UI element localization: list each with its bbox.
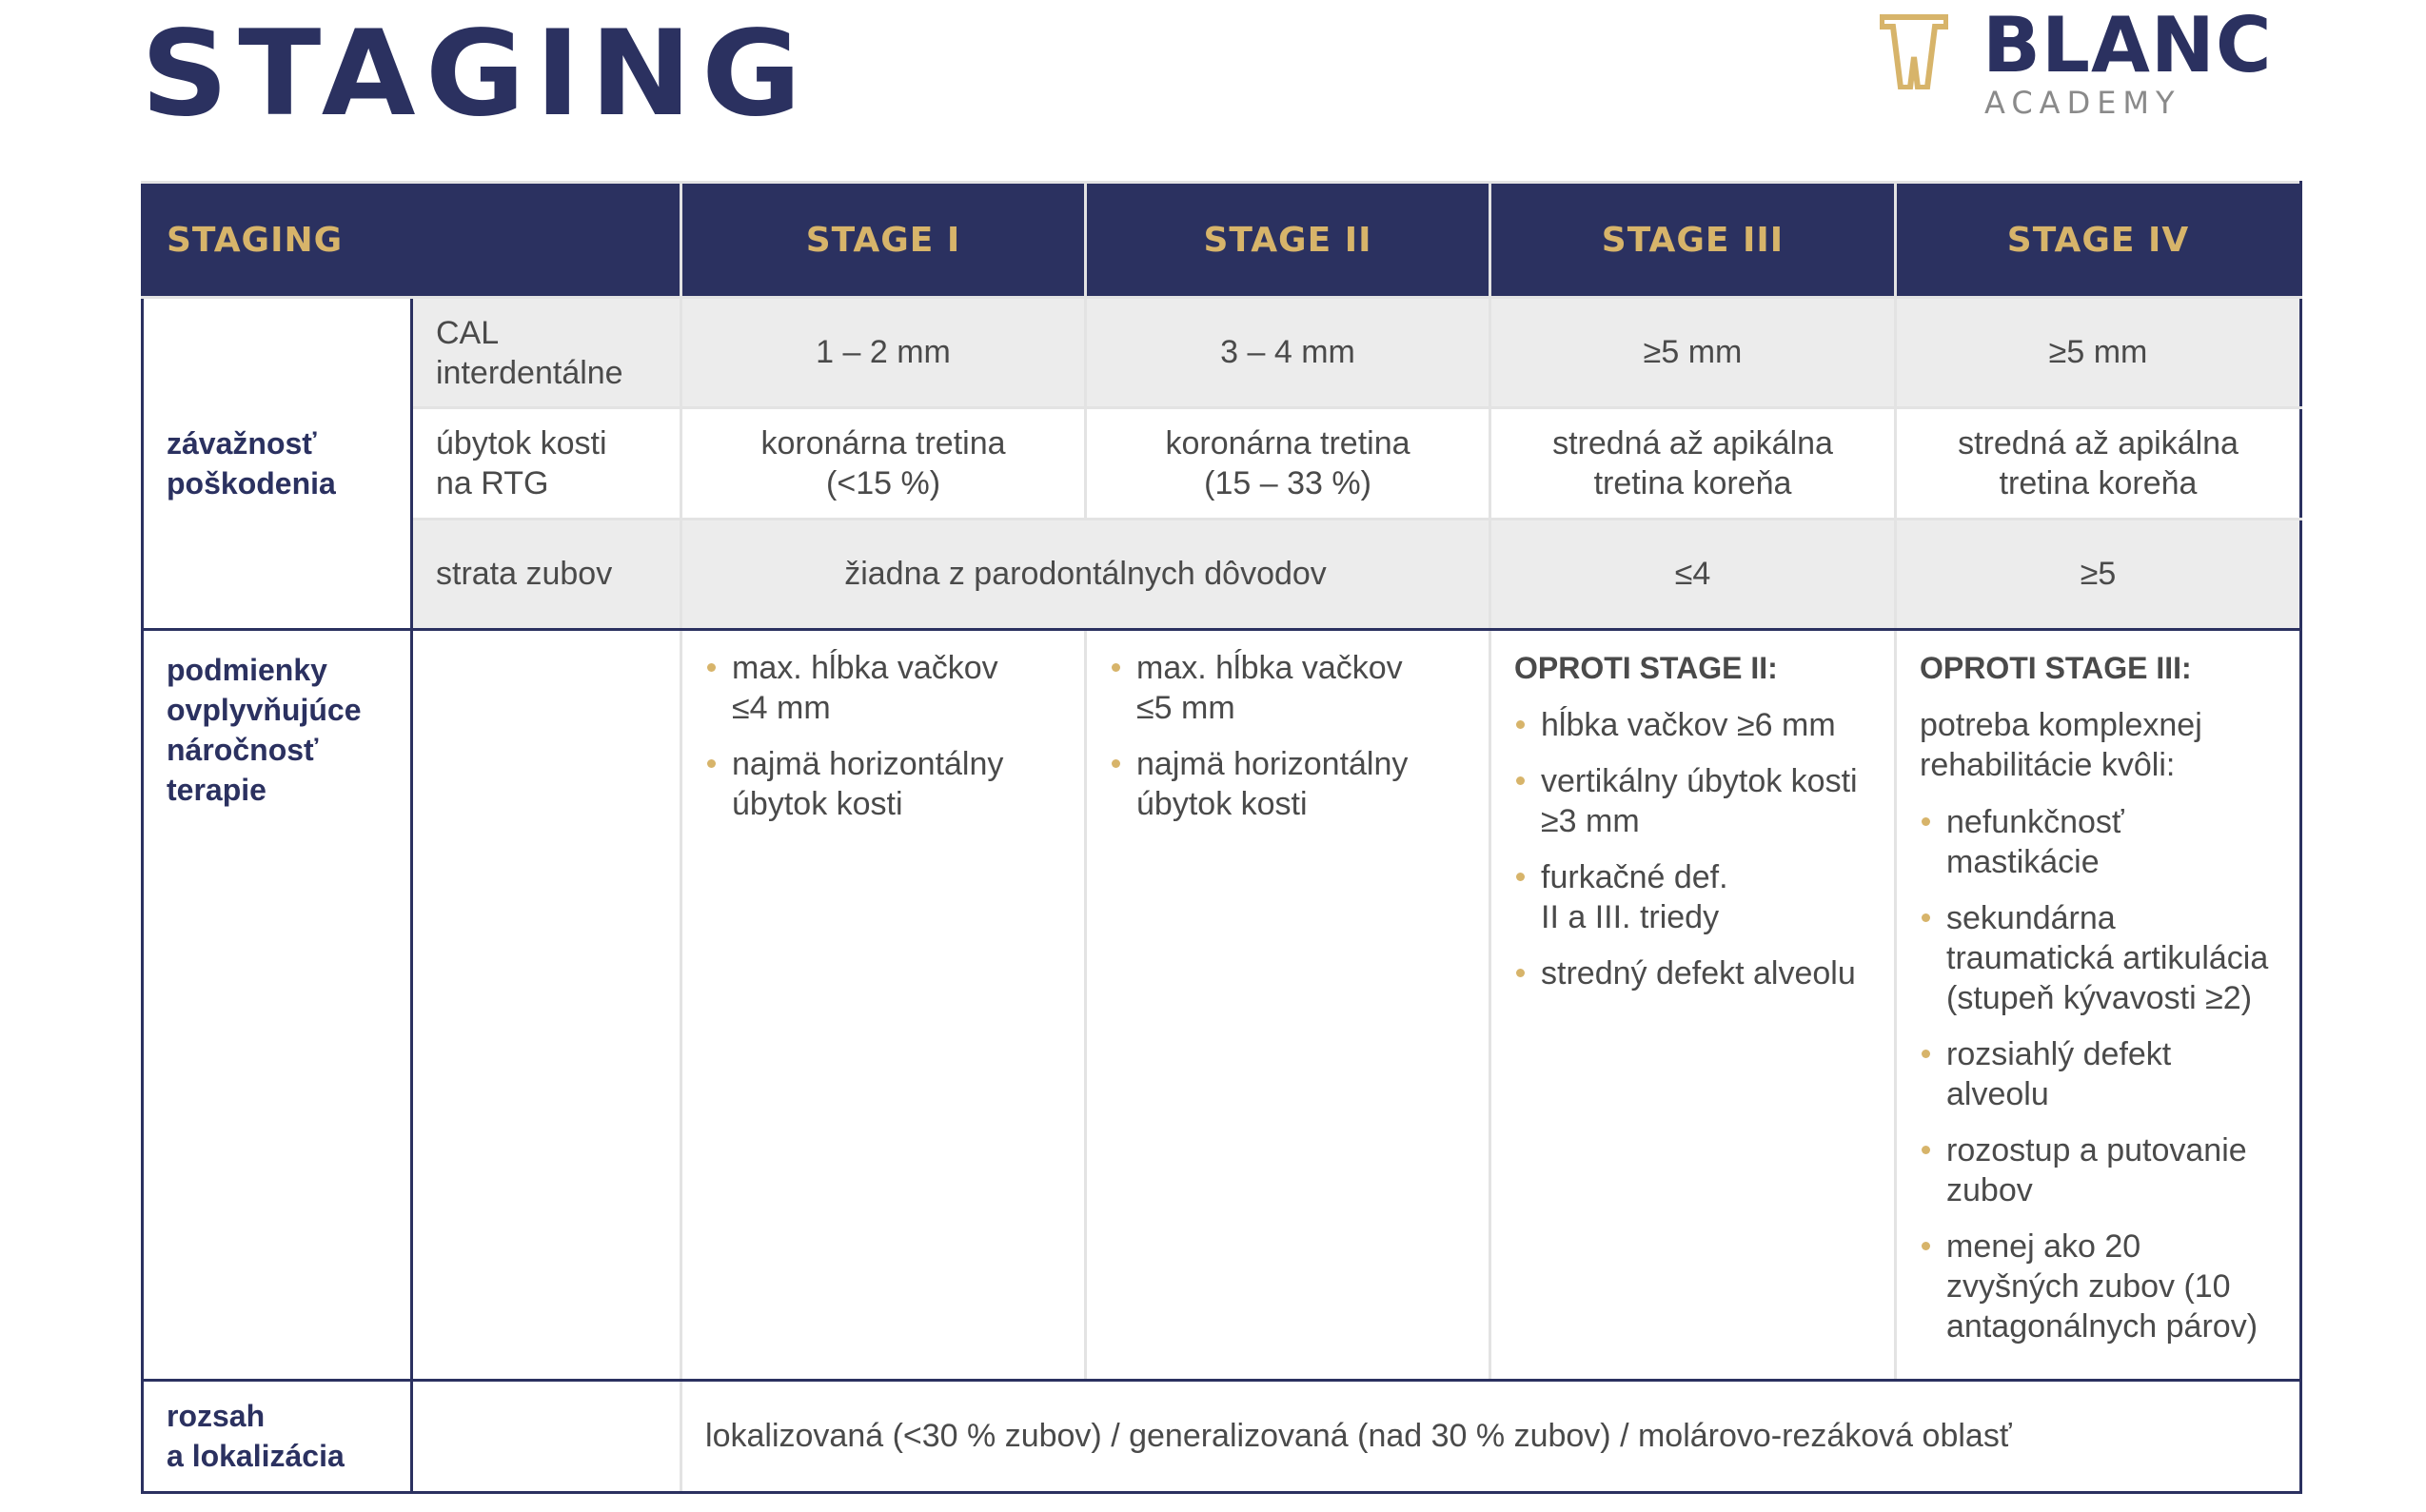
label-bone-loss — [412, 408, 681, 519]
cell-line: koronárna tretina — [1165, 424, 1410, 461]
cell-cal-stage-1: 1 – 2 mm — [681, 298, 1086, 408]
header-stage-2: STAGE II — [1086, 183, 1490, 298]
list-item: hĺbka vačkov ≥6 mm — [1514, 705, 1875, 745]
category-severity-line: závažnosť — [167, 425, 317, 461]
category-complexity — [143, 629, 412, 1380]
header-row — [143, 183, 2301, 298]
header-staging: STAGING — [143, 183, 681, 298]
header-stage-4: STAGE IV — [1896, 183, 2301, 298]
cell-tooth-loss-stage-4: ≥5 — [1896, 519, 2301, 629]
cell-extent-empty — [412, 1380, 681, 1492]
label-tooth-loss: strata zubov — [412, 519, 681, 629]
cell-cal-stage-4: ≥5 mm — [1896, 298, 2301, 408]
cell-tooth-loss-stage-1-2: žiadna z parodontálnych dôvodov — [681, 519, 1490, 629]
label-cal — [412, 298, 681, 408]
cell-line: tretina koreňa — [1593, 464, 1792, 501]
cell-bone-stage-4 — [1896, 408, 2301, 519]
cell-line: (15 – 33 %) — [1204, 464, 1371, 501]
header-stage-3: STAGE III — [1490, 183, 1896, 298]
category-severity — [143, 298, 412, 630]
bullet-list — [1920, 802, 2280, 1346]
cell-bone-stage-3 — [1490, 408, 1896, 519]
cell-complexity-empty — [412, 629, 681, 1380]
label-line: na RTG — [436, 464, 549, 501]
list-item: max. hĺbka vačkov ≤4 mm — [705, 648, 1065, 728]
cell-cal-stage-3: ≥5 mm — [1490, 298, 1896, 408]
cell-line: koronárna tretina — [760, 424, 1006, 461]
cell-line: stredná až apikálna — [1552, 424, 1833, 461]
list-item: max. hĺbka vačkov ≤5 mm — [1110, 648, 1469, 728]
row-tooth-loss — [143, 519, 2301, 629]
cell-bone-stage-1 — [681, 408, 1086, 519]
bullet-list — [1110, 648, 1469, 824]
cell-line: stredná až apikálna — [1958, 424, 2239, 461]
cell-complexity-stage-4 — [1896, 629, 2301, 1380]
list-item: furkačné def. II a III. triedy — [1514, 857, 1875, 937]
cell-extent-value: lokalizovaná (<30 % zubov) / generalizovaná (nad 30 % zubov) / molárovo-rezáková oblasť — [681, 1380, 2301, 1492]
logo-mark-icon — [1880, 13, 1948, 89]
list-item: rozsiahlý defekt alveolu — [1920, 1034, 2280, 1114]
label-line: úbytok kosti — [436, 424, 607, 461]
list-item: stredný defekt alveolu — [1514, 953, 1875, 993]
list-item: rozostup a putovanie zubov — [1920, 1130, 2280, 1210]
staging-table — [141, 181, 2302, 1494]
cell-line: tretina koreňa — [1999, 464, 2198, 501]
header-stage-1: STAGE I — [681, 183, 1086, 298]
category-complexity-line: podmienky — [167, 652, 327, 687]
category-complexity-line: náročnosť — [167, 732, 319, 767]
bullet-list — [1514, 705, 1875, 993]
cell-complexity-stage-1 — [681, 629, 1086, 1380]
cell-cal-stage-2: 3 – 4 mm — [1086, 298, 1490, 408]
list-item: nefunkčnosť mastikácie — [1920, 802, 2280, 882]
cell-line: (<15 %) — [826, 464, 941, 501]
category-extent-line: a lokalizácia — [167, 1439, 345, 1474]
cell-heading: OPROTI STAGE II: — [1514, 650, 1778, 685]
logo-name: BLANC — [1982, 1, 2273, 89]
category-extent-line: rozsah — [167, 1399, 266, 1434]
logo-subtitle: ACADEMY — [1984, 85, 2181, 121]
row-complexity — [143, 629, 2301, 1380]
category-extent — [143, 1380, 412, 1492]
list-item: sekundárna traumatická artikulácia (stupeň kývavosti ≥2) — [1920, 898, 2280, 1018]
cell-tooth-loss-stage-3: ≤4 — [1490, 519, 1896, 629]
label-line: CAL — [436, 314, 500, 351]
category-complexity-line: terapie — [167, 772, 266, 807]
row-cal — [143, 298, 2301, 408]
cell-complexity-stage-2 — [1086, 629, 1490, 1380]
cell-complexity-stage-3 — [1490, 629, 1896, 1380]
category-complexity-line: ovplyvňujúce — [167, 692, 362, 727]
row-extent — [143, 1380, 2301, 1492]
cell-heading: OPROTI STAGE III: — [1920, 650, 2192, 685]
bullet-list — [705, 648, 1065, 824]
logo — [1880, 1, 2327, 121]
cell-bone-stage-2 — [1086, 408, 1490, 519]
cell-intro: potreba komplexnej rehabilitácie kvôli: — [1920, 706, 2202, 783]
row-bone-loss — [143, 408, 2301, 519]
list-item: najmä horizontálny úbytok kosti — [705, 744, 1065, 824]
category-severity-line: poškodenia — [167, 465, 336, 501]
list-item: menej ako 20 zvyšných zubov (10 antagonálnych párov) — [1920, 1227, 2280, 1346]
page-title: STAGING — [141, 6, 812, 143]
list-item: najmä horizontálny úbytok kosti — [1110, 744, 1469, 824]
label-line: interdentálne — [436, 354, 623, 391]
list-item: vertikálny úbytok kosti ≥3 mm — [1514, 761, 1875, 841]
